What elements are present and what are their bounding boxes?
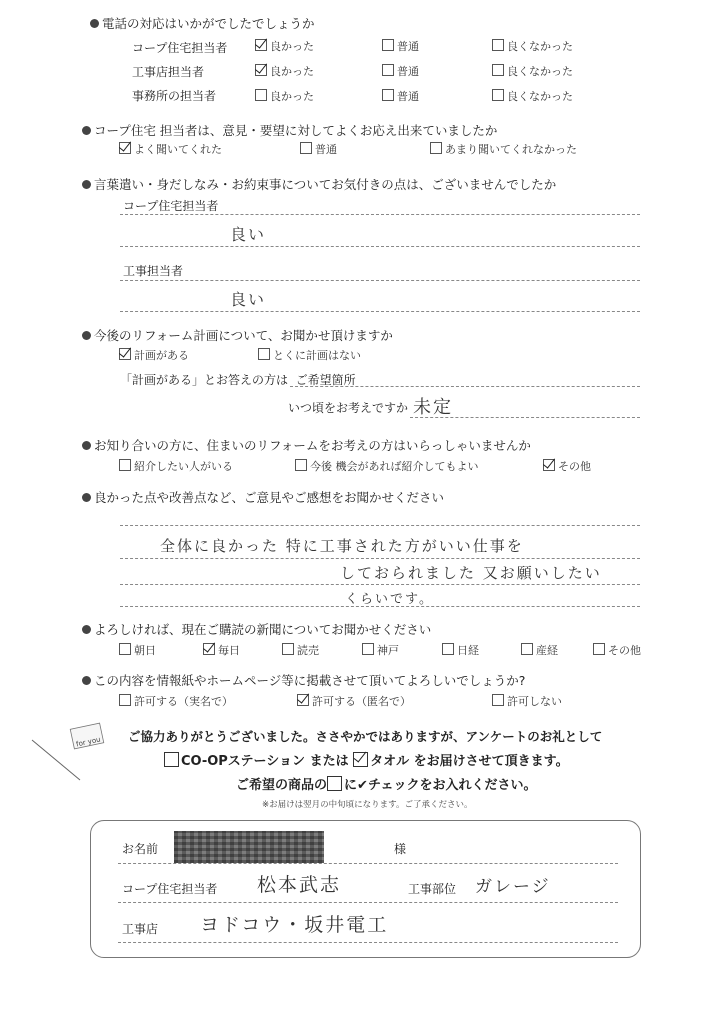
divider bbox=[120, 584, 640, 585]
bullet-icon bbox=[82, 126, 91, 135]
q6-comment-line-1[interactable]: 全体に良かった 特に工事された方がいい仕事を bbox=[160, 537, 524, 555]
q6-comment-line-2[interactable]: しておられました 又お願いしたい bbox=[340, 564, 602, 582]
q3-koji-label: 工事担当者 bbox=[123, 264, 184, 278]
checkbox-icon[interactable] bbox=[382, 64, 394, 76]
q7-opt-mainichi[interactable]: 毎日 bbox=[203, 642, 240, 658]
gift-tag-label: for you bbox=[75, 735, 102, 749]
q7-opt-kobe[interactable]: 神戸 bbox=[362, 642, 399, 658]
checkbox-icon[interactable] bbox=[119, 459, 131, 471]
q2-opt-normal[interactable]: 普通 bbox=[300, 141, 337, 157]
footer-shop-label: 工事店 bbox=[122, 922, 159, 936]
q5-title: お知り合いの方に、住まいのリフォームをお考えの方はいらっしゃいませんか bbox=[82, 436, 531, 454]
q4-place-label: ご希望箇所 bbox=[295, 373, 356, 387]
q1-row-coop-label: コープ住宅担当者 bbox=[132, 41, 228, 55]
checkbox-checked-icon[interactable] bbox=[255, 39, 267, 51]
q1-koji-bad[interactable]: 良くなかった bbox=[492, 63, 573, 79]
q1-koji-normal[interactable]: 普通 bbox=[382, 63, 419, 79]
checkbox-towel[interactable] bbox=[353, 752, 368, 767]
q7-opt-other[interactable]: その他 bbox=[593, 642, 641, 658]
checkbox-icon[interactable] bbox=[362, 643, 374, 655]
q1-office-good[interactable]: 良かった bbox=[255, 88, 314, 104]
q1-office-bad[interactable]: 良くなかった bbox=[492, 88, 573, 104]
thanks-line-3: ご希望の商品の に✔チェックをお入れください。 bbox=[236, 778, 537, 793]
checkbox-icon[interactable] bbox=[119, 694, 131, 706]
q1-row-koji-label: 工事店担当者 bbox=[132, 65, 205, 79]
checkbox-icon[interactable] bbox=[300, 142, 312, 154]
q8-opt-deny[interactable]: 許可しない bbox=[492, 693, 562, 709]
checkbox-icon[interactable] bbox=[430, 142, 442, 154]
gift-tag-icon bbox=[28, 712, 108, 784]
q5-opt-maybe[interactable]: 今後 機会があれば紹介してもよい bbox=[295, 458, 479, 474]
redacted-name bbox=[174, 831, 324, 863]
checkbox-icon[interactable] bbox=[255, 89, 267, 101]
checkbox-checked-icon[interactable] bbox=[119, 142, 131, 154]
divider bbox=[120, 606, 640, 607]
checkbox-sample-icon bbox=[327, 776, 342, 791]
q8-opt-realname[interactable]: 許可する（実名で） bbox=[119, 693, 233, 709]
divider bbox=[120, 214, 640, 215]
q4-opt-noplan[interactable]: とくに計画はない bbox=[258, 347, 361, 363]
checkbox-icon[interactable] bbox=[295, 459, 307, 471]
checkbox-icon[interactable] bbox=[442, 643, 454, 655]
checkbox-icon[interactable] bbox=[593, 643, 605, 655]
checkbox-icon[interactable] bbox=[492, 89, 504, 101]
q1-coop-good[interactable]: 良かった bbox=[255, 38, 314, 54]
bullet-icon bbox=[82, 493, 91, 502]
footer-shop-value[interactable]: ヨドコウ・坂井電工 bbox=[200, 914, 389, 936]
footer-coop-value[interactable]: 松本武志 bbox=[257, 874, 342, 896]
q7-opt-nikkei[interactable]: 日経 bbox=[442, 642, 479, 658]
q8-title: この内容を情報紙やホームページ等に掲載させて頂いてよろしいでしょうか? bbox=[82, 671, 525, 689]
divider bbox=[118, 863, 618, 864]
divider bbox=[120, 311, 640, 312]
checkbox-icon[interactable] bbox=[382, 89, 394, 101]
divider bbox=[118, 942, 618, 943]
divider bbox=[118, 902, 618, 903]
footer-coop-label: コープ住宅担当者 bbox=[122, 882, 218, 896]
q3-koji-answer[interactable]: 良い bbox=[230, 290, 267, 309]
q1-office-normal[interactable]: 普通 bbox=[382, 88, 419, 104]
divider bbox=[290, 386, 640, 387]
divider bbox=[120, 525, 640, 526]
q7-opt-asahi[interactable]: 朝日 bbox=[119, 642, 156, 658]
bullet-icon bbox=[82, 180, 91, 189]
footer-part-value[interactable]: ガレージ bbox=[475, 877, 551, 897]
checkbox-icon[interactable] bbox=[282, 643, 294, 655]
footer-sama: 様 bbox=[394, 842, 407, 856]
q4-followup-label: 「計画がある」とお答えの方は ご希望箇所 bbox=[120, 373, 356, 387]
bullet-icon bbox=[82, 441, 91, 450]
q1-coop-normal[interactable]: 普通 bbox=[382, 38, 419, 54]
checkbox-checked-icon[interactable] bbox=[543, 459, 555, 471]
q7-title: よろしければ、現在ご購読の新聞についてお聞かせください bbox=[82, 620, 431, 638]
q1-coop-bad[interactable]: 良くなかった bbox=[492, 38, 573, 54]
divider bbox=[410, 417, 640, 418]
checkbox-coop-station[interactable] bbox=[164, 752, 179, 767]
checkbox-checked-icon[interactable] bbox=[203, 643, 215, 655]
checkbox-icon[interactable] bbox=[492, 694, 504, 706]
footer-part-label: 工事部位 bbox=[408, 882, 457, 896]
q3-coop-answer[interactable]: 良い bbox=[230, 225, 267, 244]
checkbox-checked-icon[interactable] bbox=[119, 348, 131, 360]
q2-opt-bad[interactable]: あまり聞いてくれなかった bbox=[430, 141, 577, 157]
q7-opt-sankei[interactable]: 産経 bbox=[521, 642, 558, 658]
q2-title: コープ住宅 担当者は、意見・要望に対してよくお応え出来ていましたか bbox=[82, 121, 497, 139]
checkbox-icon[interactable] bbox=[492, 64, 504, 76]
q5-opt-other[interactable]: その他 bbox=[543, 458, 591, 474]
divider bbox=[120, 246, 640, 247]
q2-opt-good[interactable]: よく聞いてくれた bbox=[119, 141, 222, 157]
q6-title: 良かった点や改善点など、ご意見やご感想をお聞かせください bbox=[82, 488, 444, 506]
bullet-icon bbox=[90, 19, 99, 28]
q4-title: 今後のリフォーム計画について、お聞かせ頂けますか bbox=[82, 326, 393, 344]
bullet-icon bbox=[82, 331, 91, 340]
checkbox-icon[interactable] bbox=[258, 348, 270, 360]
q4-opt-plan[interactable]: 計画がある bbox=[119, 347, 189, 363]
q6-comment-line-3[interactable]: くらいです。 bbox=[345, 592, 434, 607]
q4-when-label: いつ頃をお考えですか bbox=[288, 401, 409, 415]
checkbox-checked-icon[interactable] bbox=[297, 694, 309, 706]
q1-koji-good[interactable]: 良かった bbox=[255, 63, 314, 79]
checkbox-icon[interactable] bbox=[521, 643, 533, 655]
thanks-note: ※お届けは翌月の中旬頃になります。ご了承ください。 bbox=[262, 800, 473, 810]
divider bbox=[120, 280, 640, 281]
q1-row-office-label: 事務所の担当者 bbox=[132, 89, 217, 103]
bullet-icon bbox=[82, 676, 91, 685]
thanks-line-1: ご協力ありがとうございました。ささやかではありますが、アンケートのお礼として bbox=[128, 729, 603, 744]
q5-opt-introduce[interactable]: 紹介したい人がいる bbox=[119, 458, 233, 474]
q8-opt-anonymous[interactable]: 許可する（匿名で） bbox=[297, 693, 411, 709]
thanks-line-2: CO-OPステーション または タオル をお届けさせて頂きます。 bbox=[164, 750, 569, 769]
footer-name-label: お名前 bbox=[122, 842, 159, 856]
checkbox-icon[interactable] bbox=[382, 39, 394, 51]
checkbox-checked-icon[interactable] bbox=[255, 64, 267, 76]
q3-title: 言葉遣い・身だしなみ・お約束事についてお気付きの点は、ございませんでしたか bbox=[82, 175, 556, 193]
checkbox-icon[interactable] bbox=[492, 39, 504, 51]
q3-coop-label: コープ住宅担当者 bbox=[123, 199, 219, 213]
divider bbox=[120, 558, 640, 559]
checkbox-icon[interactable] bbox=[119, 643, 131, 655]
q7-opt-yomiuri[interactable]: 読売 bbox=[282, 642, 319, 658]
q4-when-answer[interactable]: 未定 bbox=[413, 397, 453, 418]
q1-title: 電話の対応はいかがでしたでしょうか bbox=[90, 14, 315, 32]
checkmark-icon: ✔ bbox=[357, 778, 368, 793]
bullet-icon bbox=[82, 625, 91, 634]
